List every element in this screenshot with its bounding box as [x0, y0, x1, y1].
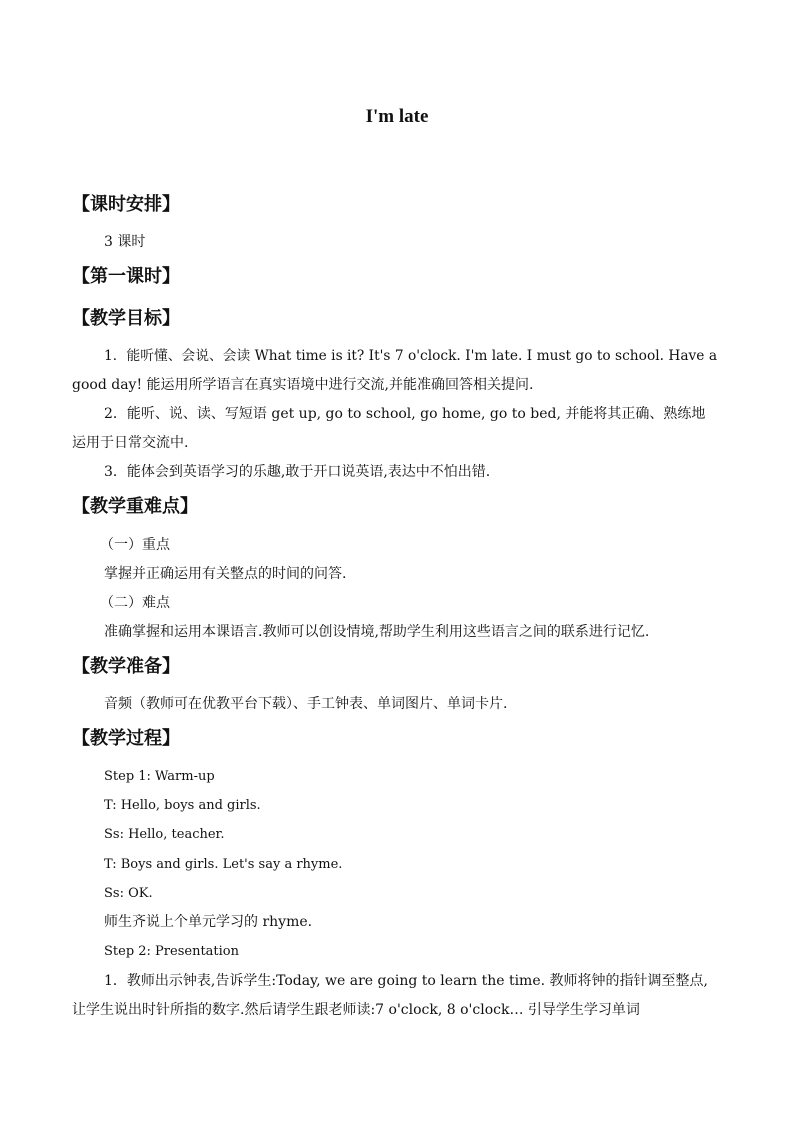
goal-2-line-1: 2．能听、说、读、写短语 get up, go to school, go home, go to bed, 并能将其正确、熟练地	[104, 406, 706, 422]
dialogue-line-s2: Ss: OK.	[104, 886, 153, 901]
heading-prep: 【教学准备】	[72, 656, 180, 677]
heading-goals: 【教学目标】	[72, 308, 180, 329]
focus-1-text: 掌握并正确运用有关整点的时间的问答.	[104, 566, 347, 582]
prep-text: 音频（教师可在优教平台下载）、手工钟表、单词图片、单词卡片.	[104, 696, 508, 712]
goal-3: 3．能体会到英语学习的乐趣,敢于开口说英语,表达中不怕出错.	[104, 464, 491, 480]
rhyme-note: 师生齐说上个单元学习的 rhyme.	[104, 914, 313, 930]
heading-schedule: 【课时安排】	[72, 194, 180, 215]
focus-2-text: 准确掌握和运用本课语言.教师可以创设情境,帮助学生利用这些语言之间的联系进行记忆.	[104, 624, 650, 640]
focus-2-label: （二）难点	[100, 595, 170, 611]
presentation-1-line-1: 1．教师出示钟表,告诉学生:Today, we are going to learn the time. 教师将钟的指针调至整点,	[104, 973, 708, 989]
document-title: I'm late	[365, 106, 429, 127]
goal-1-line-1: 1．能听懂、会说、会读 What time is it? It's 7 o'clock. I'm late. I must go to school. Have a	[104, 348, 718, 364]
presentation-1-line-2: 让学生说出时针所指的数字.然后请学生跟老师读:7 o'clock, 8 o'clock… 引导学生学习单词	[72, 1002, 640, 1018]
heading-focus: 【教学重难点】	[72, 496, 198, 517]
schedule-text: 3 课时	[104, 234, 146, 250]
heading-process: 【教学过程】	[72, 728, 180, 749]
dialogue-line-s1: Ss: Hello, teacher.	[104, 827, 225, 842]
focus-1-label: （一）重点	[100, 537, 170, 553]
step-2: Step 2: Presentation	[104, 944, 240, 959]
dialogue-line-t1: T: Hello, boys and girls.	[104, 798, 261, 813]
goal-2-line-2: 运用于日常交流中.	[72, 435, 189, 451]
step-1: Step 1: Warm-up	[104, 769, 215, 784]
dialogue-line-t2: T: Boys and girls. Let's say a rhyme.	[104, 857, 343, 872]
heading-lesson1: 【第一课时】	[72, 266, 180, 287]
goal-1-line-2: good day! 能运用所学语言在真实语境中进行交流,并能准确回答相关提问.	[72, 377, 534, 393]
